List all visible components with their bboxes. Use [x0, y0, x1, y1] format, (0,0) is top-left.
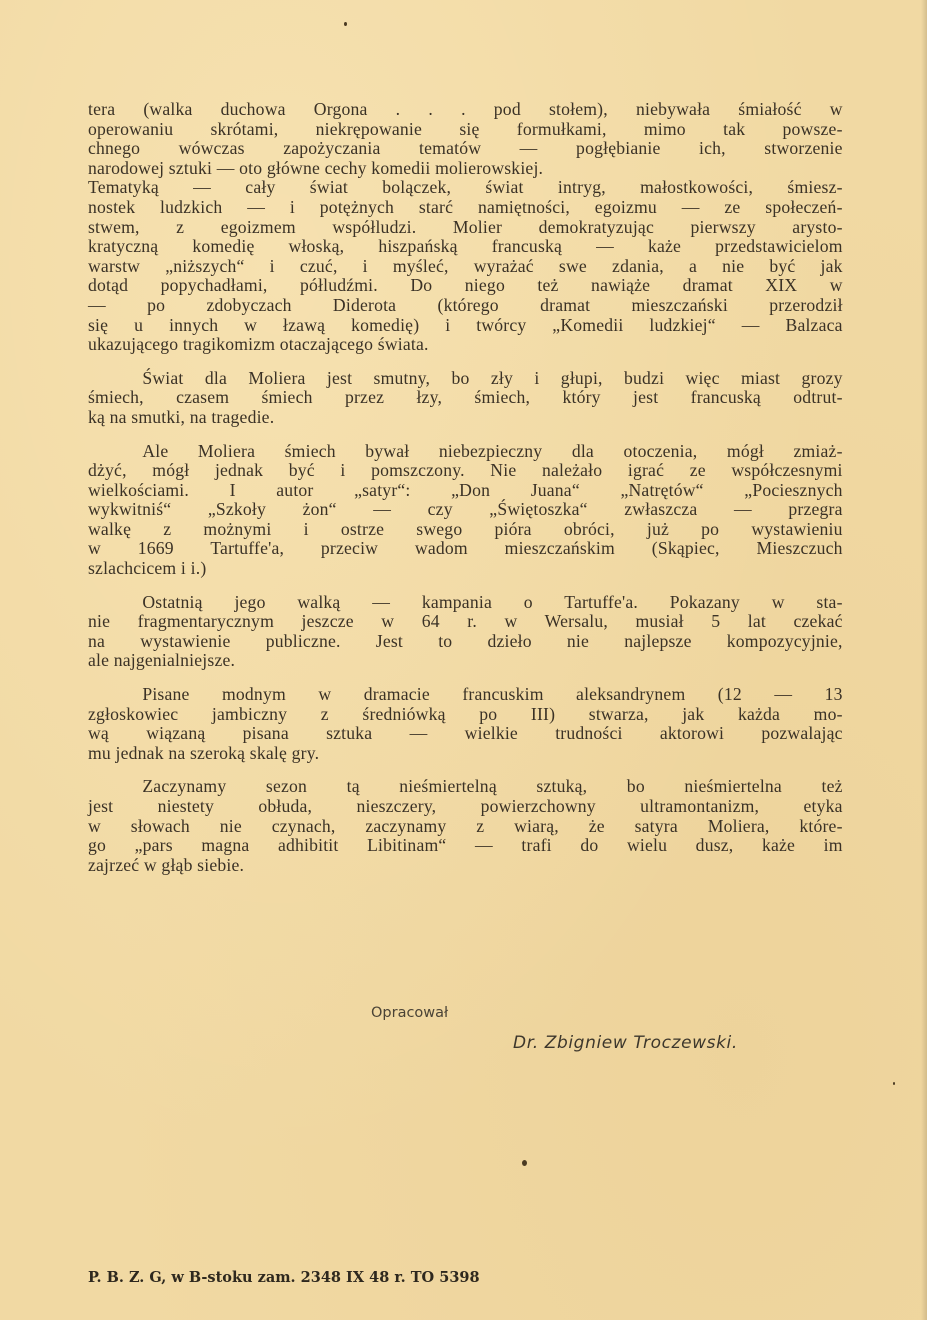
- text-line: ale najgenialniejsze.: [88, 650, 236, 671]
- text-line: Zaczynamy sezon tą nieśmiertelną sztuką, bo nieśmiertelna też: [142, 776, 843, 797]
- text-line: Ale Moliera śmiech bywał niebezpieczny dla otoczenia, mógł zmiaż-: [142, 440, 843, 461]
- paragraph: [88, 685, 843, 763]
- paragraph: [88, 442, 843, 579]
- paragraph: [88, 593, 843, 671]
- text-line: tera (walka duchowa Orgona . . . pod stołem), niebywała śmiałość w: [88, 99, 843, 119]
- text-line: nie fragmentarycznym jeszcze w 64 r. w Wersalu, musiał 5 lat czekać: [88, 611, 843, 632]
- text-line: w słowach nie czynach, zaczynamy z wiarą, że satyra Moliera, które-: [88, 815, 843, 836]
- printer-imprint: P. B. Z. G, w B-stoku zam. 2348 IX 48 r. TO 5398: [88, 1269, 480, 1286]
- text-line: śmiech, czasem śmiech przez łzy, śmiech, który jest francuską odtrut-: [88, 387, 843, 408]
- paper-speck: [344, 22, 347, 26]
- text-line: Ostatnią jego walką — kampania o Tartuffe'a. Pokazany w sta-: [142, 591, 843, 612]
- paragraph: [88, 100, 843, 178]
- text-line: go „pars magna adhibitit Libitinam“ — trafi do wielu dusz, każe im: [88, 835, 843, 856]
- text-line: wą wiązaną pisana sztuka — wielkie trudności aktorowi pozwalając: [88, 723, 843, 744]
- text-line: kratyczną komedię włoską, hiszpańską francuską — każe przedstawicielom: [88, 236, 843, 257]
- paragraph: [88, 178, 843, 354]
- text-line: jest niestety obłuda, nieszczery, powierzchowny ultramontanizm, etyka: [88, 796, 843, 816]
- text-line: ukazującego tragikomizm otaczającego świata.: [88, 334, 429, 355]
- text-line: zajrzeć w głąb siebie.: [88, 854, 245, 875]
- text-line: stwem, z egoizmem współludzi. Molier demokratyzując pierwszy arysto-: [88, 216, 843, 237]
- signature-label: Opracował: [371, 1005, 449, 1021]
- paragraph: [88, 777, 843, 875]
- text-line: warstw „niższych“ i czuć, i myśleć, wyrażać swe zdania, a nie być jak: [88, 255, 843, 276]
- text-line: Tematyką — cały świat bolączek, świat intryg, małostkowości, śmiesz-: [88, 177, 843, 198]
- text-line: ką na smutki, na tragedie.: [88, 406, 275, 427]
- paragraph: [88, 369, 843, 428]
- text-line: wielkościami. I autor „satyr“: „Don Juana“ „Natrętów“ „Pociesznych: [88, 479, 843, 500]
- text-line: szlachcicem i i.): [88, 558, 207, 579]
- article-body: [88, 100, 843, 875]
- text-line: dżyć, mógł jednak być i pomszczony. Nie należało igrać ze współczesnymi: [88, 460, 843, 481]
- text-line: mu jednak na szeroką skalę gry.: [88, 742, 320, 763]
- text-line: się u innych w łzawą komedię) i twórcy „Komedii ludzkiej“ — Balzaca: [88, 314, 843, 335]
- paper-speck: [522, 1160, 527, 1166]
- text-line: w 1669 Tartuffe'a, przeciw wadom mieszczańskim (Skąpiec, Mieszczuch: [88, 538, 843, 559]
- text-line: chnego wówczas zapożyczania tematów — pogłębianie ich, stworzenie: [88, 138, 843, 159]
- text-line: zgłoskowiec jambiczny z średniówką po III) stwarza, jak każda mo-: [88, 703, 843, 724]
- text-line: narodowej sztuki — oto główne cechy komedii molierowskiej.: [88, 157, 544, 178]
- text-line: operowaniu skrótami, niekrępowanie się formułkami, mimo tak powsze-: [88, 118, 843, 139]
- text-line: dotąd popychadłami, półludźmi. Do niego też nawiąże dramat XIX w: [88, 275, 843, 296]
- paper-speck: [893, 1082, 895, 1085]
- text-line: walkę z możnymi i ostrze swego pióra obróci, już po wystawieniu: [88, 518, 843, 539]
- paper-edge: [921, 0, 927, 1320]
- text-line: wykwitniś“ „Szkoły żon“ — czy „Świętoszka“ zwłaszcza — przegra: [88, 499, 843, 520]
- text-line: na wystawienie publiczne. Jest to dzieło nie najlepsze kompozycyjnie,: [88, 630, 843, 651]
- text-line: Pisane modnym w dramacie francuskim aleksandrynem (12 — 13: [142, 684, 843, 705]
- text-line: — po zdobyczach Diderota (którego dramat mieszczański przerodził: [88, 294, 843, 315]
- text-line: Świat dla Moliera jest smutny, bo zły i głupi, budzi więc miast grozy: [142, 367, 843, 388]
- text-line: nostek ludzkich — i potężnych starć namiętności, egoizmu — ze społeczeń-: [88, 196, 843, 217]
- signature-author-name: Dr. Zbigniew Troczewski.: [513, 1033, 738, 1053]
